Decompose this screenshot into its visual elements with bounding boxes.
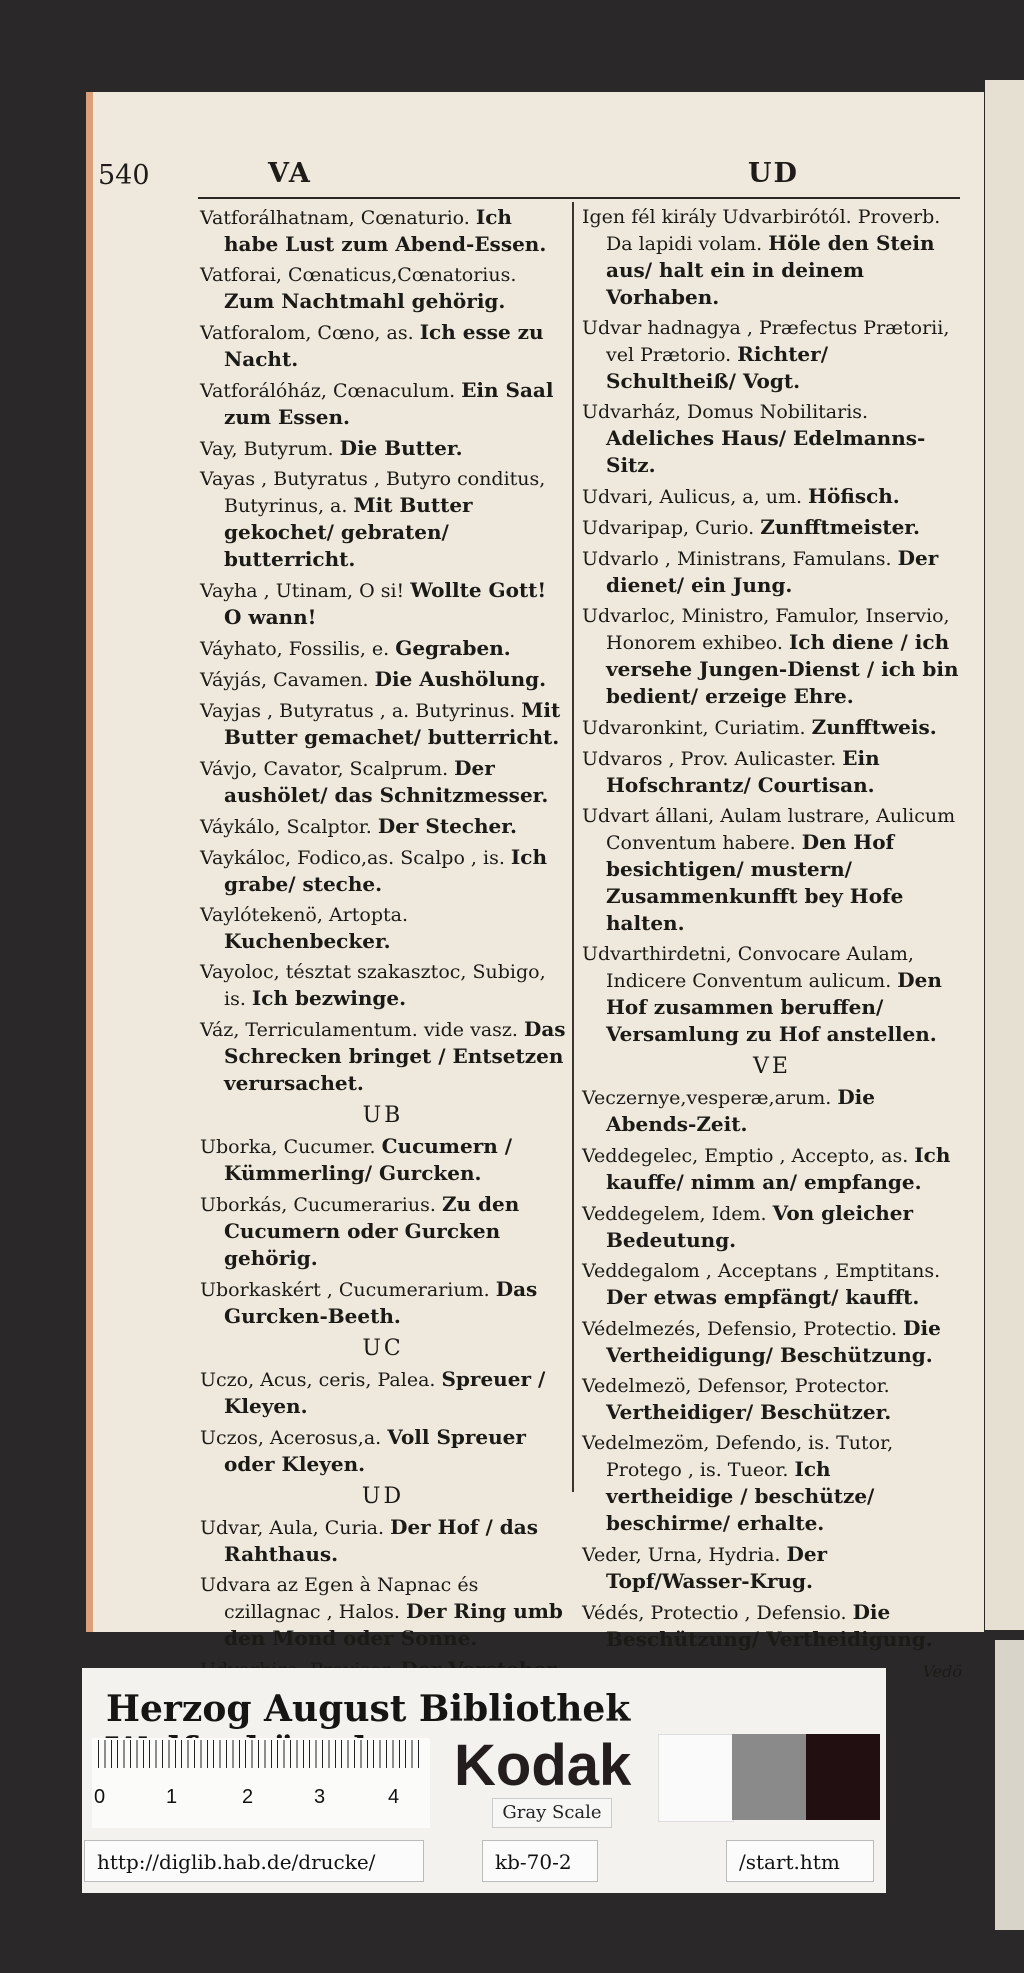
library-title: Herzog August Bibliothek (106, 1688, 631, 1730)
entry-headword: Uborkás, Cucumerarius. (200, 1194, 436, 1216)
dictionary-entry (200, 577, 566, 631)
ruler-number: 0 (94, 1786, 106, 1808)
entry-headword: Védés, Protectio , Defensio. (582, 1602, 847, 1624)
dictionary-entry (582, 514, 962, 541)
entry-headword: Vaylótekenö, Artopta. (200, 904, 408, 926)
entry-headword: Váyhato, Fossilis, e. (200, 638, 390, 660)
entry-german-gloss: Cucumern / Kümmerling/ Gurcken. (224, 1134, 513, 1185)
entry-headword: Váykálo, Scalptor. (200, 816, 372, 838)
entry-german-gloss: Wollte Gott! O wann! (224, 578, 547, 629)
entry-headword: Veddegelem, Idem. (582, 1203, 767, 1225)
dictionary-entry (200, 697, 566, 751)
entry-headword: Udvarlo , Ministrans, Famulans. (582, 548, 892, 570)
entry-german-gloss: Zum Nachtmahl gehörig. (224, 289, 506, 313)
url-base[interactable]: http://diglib.hab.de/drucke/ (84, 1840, 424, 1882)
entry-headword: Udvaronkint, Curiatim. (582, 717, 806, 739)
entry-german-gloss: Mit Butter gemachet/ butterricht. (224, 698, 561, 749)
entry-german-gloss: Richter/ Schultheiß/ Vogt. (606, 342, 828, 393)
entry-german-gloss: Der etwas empfängt/ kaufft. (606, 1285, 920, 1309)
dictionary-entry (582, 745, 962, 799)
header-rule (198, 197, 960, 199)
entry-headword: Vedelmezöm, Defendo, is. Tutor, Protego , is. Tueor. (582, 1432, 894, 1481)
entry-headword: Vayas , Butyratus , Butyro conditus, Butyrinus, a. (200, 468, 546, 517)
entry-german-gloss: Den Hof zusammen beruffen/ Versamlung zu Hof anstellen. (606, 968, 942, 1046)
page-number: 540 (98, 160, 150, 191)
entry-german-gloss: Höfisch. (808, 484, 900, 508)
right-running-head: UD (748, 158, 799, 189)
dictionary-entry (582, 1541, 962, 1595)
entry-german-gloss: Adeliches Haus/ Edelmanns-Sitz. (606, 426, 926, 477)
ruler-number: 2 (242, 1786, 254, 1808)
dictionary-entry (200, 204, 566, 258)
dictionary-entry (582, 399, 962, 479)
ruler-ticks (98, 1740, 422, 1768)
dictionary-entry (200, 1366, 566, 1420)
gray-swatch-black (806, 1734, 880, 1820)
dictionary-entry (582, 1315, 962, 1369)
dictionary-entry (200, 755, 566, 809)
dictionary-entry (582, 1200, 962, 1254)
entry-german-gloss: Ich kauffe/ nimm an/ empfange. (606, 1143, 951, 1194)
entry-headword: Uborka, Cucumer. (200, 1136, 376, 1158)
dictionary-entry (582, 603, 962, 710)
ruler-number: 4 (388, 1786, 400, 1808)
entry-headword: Vatforalom, Cœno, as. (200, 322, 414, 344)
section-heading: UB (362, 1103, 404, 1128)
ruler-number: 3 (314, 1786, 326, 1808)
entry-headword: Veddegalom , Acceptans , Emptitans. (582, 1260, 941, 1282)
dictionary-entry (200, 262, 566, 315)
dictionary-entry (582, 1142, 962, 1196)
entry-headword: Váyjás, Cavamen. (200, 669, 369, 691)
entry-german-gloss: Das Gurcken-Beeth. (224, 1277, 538, 1328)
gray-scale-label: Gray Scale (492, 1798, 612, 1828)
dictionary-entry (582, 1258, 962, 1311)
dictionary-entry (582, 1373, 962, 1426)
entry-headword: Udvarthirdetni, Convocare Aulam, Indicere Conventum aulicum. (582, 943, 914, 992)
ruler (92, 1738, 430, 1828)
section-heading: VE (753, 1054, 791, 1079)
entry-headword: Udvara az Egen à Napnac és czillagnac , Halos. (200, 1574, 479, 1623)
column-divider (572, 202, 574, 1492)
dictionary-entry (200, 1572, 566, 1652)
entry-headword: Védelmezés, Defensio, Protectio. (582, 1318, 898, 1340)
entry-headword: Udvarház, Domus Nobilitaris. (582, 401, 869, 423)
entry-german-gloss: Die Butter. (339, 436, 463, 460)
entry-german-gloss: Spreuer / Kleyen. (224, 1367, 546, 1418)
dictionary-entry (582, 714, 962, 741)
ruler-number: 1 (166, 1786, 178, 1808)
entry-headword: Veder, Urna, Hydria. (582, 1544, 781, 1566)
entry-german-gloss: Der aushölet/ das Schnitzmesser. (224, 756, 549, 807)
gray-swatch-white (658, 1734, 734, 1822)
dictionary-entry (582, 1430, 962, 1537)
dictionary-entry (200, 1514, 566, 1568)
dictionary-entry (582, 483, 962, 510)
entry-german-gloss: Zunfftweis. (811, 715, 937, 739)
entry-german-gloss: Die Aushölung. (374, 667, 547, 691)
dictionary-entry (200, 319, 566, 373)
dictionary-entry (200, 377, 566, 431)
entry-german-gloss: Ich vertheidige / beschütze/ beschirme/ erhalte. (606, 1457, 875, 1535)
entry-headword: Veczernye,vesperæ,arum. (582, 1087, 832, 1109)
entry-german-gloss: Mit Butter gekochet/ gebraten/ butterricht. (224, 493, 473, 571)
dictionary-entry (200, 844, 566, 898)
entry-headword: Veddegelec, Emptio , Accepto, as. (582, 1145, 909, 1167)
entry-german-gloss: Ein Hofschrantz/ Courtisan. (606, 746, 880, 797)
dictionary-entry (200, 466, 566, 573)
entry-headword: Uborkaskért , Cucumerarium. (200, 1279, 490, 1301)
entry-headword: Udvart állani, Aulam lustrare, Aulicum Conventum habere. (582, 805, 956, 854)
entry-headword: Igen fél király Udvarbirótól. Proverb. Da lapidi volam. (582, 206, 941, 255)
catchword: Vedö (922, 1662, 962, 1681)
entry-headword: Udvar hadnagya , Præfectus Prætorii, vel Prætorio. (582, 317, 950, 366)
entry-headword: Vedelmezö, Defensor, Protector. (582, 1375, 890, 1397)
entry-headword: Vayjas , Butyratus , a. Butyrinus. (200, 700, 516, 722)
entry-headword: Vatforálhatnam, Cœnaturio. (200, 207, 470, 229)
page-header (98, 156, 958, 196)
entry-german-gloss: Höle den Stein aus/ halt ein in deinem Vorhaben. (606, 231, 935, 309)
entry-german-gloss: Den Hof besichtigen/ mustern/ Zusammenkunfft bey Hofe halten. (606, 830, 904, 935)
entry-german-gloss: Zu den Cucumern oder Gurcken gehörig. (224, 1192, 520, 1270)
dictionary-entry (582, 803, 962, 937)
entry-headword: Udvaripap, Curio. (582, 517, 755, 539)
entry-german-gloss: Ich esse zu Nacht. (224, 320, 544, 371)
dictionary-entry (582, 941, 962, 1048)
entry-german-gloss: Voll Spreuer oder Kleyen. (224, 1425, 526, 1476)
dictionary-entry (582, 315, 962, 395)
entry-headword: Vayha , Utinam, O si! (200, 580, 405, 602)
dictionary-entry (200, 1191, 566, 1272)
entry-headword: Vatforálóház, Cœnaculum. (200, 380, 456, 402)
dictionary-entry (582, 1084, 962, 1138)
entry-headword: Udvar, Aula, Curia. (200, 1517, 385, 1539)
kodak-logo: Kodak (454, 1733, 632, 1798)
entry-german-gloss: Der Hof / das Rahthaus. (224, 1515, 538, 1566)
entry-german-gloss: Der dienet/ ein Jung. (606, 546, 939, 597)
right-column (582, 204, 962, 1685)
entry-german-gloss: Von gleicher Bedeutung. (606, 1201, 914, 1252)
entry-german-gloss: Die Abends-Zeit. (606, 1085, 875, 1136)
entry-headword: Vaykáloc, Fodico,as. Scalpo , is. (200, 847, 505, 869)
entry-headword: Váz, Terriculamentum. vide vasz. (200, 1019, 518, 1041)
entry-headword: Udvarloc, Ministro, Famulor, Inservio, Honorem exhibeo. (582, 605, 950, 654)
entry-german-gloss: Der Stecher. (377, 814, 517, 838)
dictionary-entry (582, 204, 962, 311)
dictionary-entry (200, 1276, 566, 1330)
entry-headword: Vávjo, Cavator, Scalprum. (200, 758, 449, 780)
dictionary-entry (582, 1599, 962, 1653)
dictionary-entry (200, 635, 566, 662)
dictionary-entry (200, 959, 566, 1012)
left-column (200, 204, 566, 1687)
entry-german-gloss: Das Schrecken bringet / Entsetzen verursachet. (224, 1017, 566, 1095)
entry-headword: Udvari, Aulicus, a, um. (582, 486, 802, 508)
entry-german-gloss: Ein Saal zum Essen. (224, 378, 554, 429)
adjacent-page-edge-lower (995, 1640, 1024, 1930)
url-id[interactable]: kb-70-2 (482, 1840, 598, 1882)
url-end[interactable]: /start.htm (726, 1840, 874, 1882)
target-card (82, 1668, 886, 1893)
dictionary-entry (200, 813, 566, 840)
entry-headword: Udvaros , Prov. Aulicaster. (582, 748, 837, 770)
entry-german-gloss: Die Vertheidigung/ Beschützung. (606, 1316, 941, 1367)
entry-german-gloss: Gegraben. (395, 636, 511, 660)
gray-swatch-mid (732, 1734, 806, 1820)
dictionary-entry (200, 435, 566, 462)
dictionary-entry (200, 902, 566, 955)
entry-german-gloss: Ich grabe/ steche. (224, 845, 547, 896)
dictionary-entry (582, 545, 962, 599)
entry-headword: Uczo, Acus, ceris, Palea. (200, 1369, 436, 1391)
left-running-head: VA (268, 158, 312, 189)
section-heading: UC (362, 1336, 404, 1361)
entry-headword: Vatforai, Cœnaticus,Cœnatorius. (200, 264, 517, 286)
section-heading: UD (361, 1484, 405, 1509)
entry-headword: Uczos, Acerosus,a. (200, 1427, 382, 1449)
entry-german-gloss: Der Ring umb den Mond oder Sonne. (224, 1599, 563, 1650)
dictionary-entry (200, 1016, 566, 1097)
entry-german-gloss: Zunfftmeister. (760, 515, 920, 539)
entry-german-gloss: Vertheidiger/ Beschützer. (606, 1400, 892, 1424)
entry-german-gloss: Ich bezwinge. (251, 986, 407, 1010)
entry-german-gloss: Ich habe Lust zum Abend-Essen. (224, 205, 547, 256)
entry-german-gloss: Ich diene / ich versehe Jungen-Dienst / ich bin bedient/ erzeige Ehre. (606, 630, 959, 708)
dictionary-entry (200, 1424, 566, 1478)
adjacent-page-edge (985, 80, 1024, 1630)
dictionary-entry (200, 666, 566, 693)
dictionary-entry (200, 1133, 566, 1187)
entry-german-gloss: Kuchenbecker. (224, 929, 391, 953)
entry-german-gloss: Der Topf/Wasser-Krug. (606, 1542, 828, 1593)
entry-headword: Vayoloc, tésztat szakasztoc, Subigo, is. (200, 961, 546, 1010)
entry-headword: Vay, Butyrum. (200, 438, 334, 460)
entry-german-gloss: Die Beschützung/ Vertheidigung. (606, 1600, 933, 1651)
